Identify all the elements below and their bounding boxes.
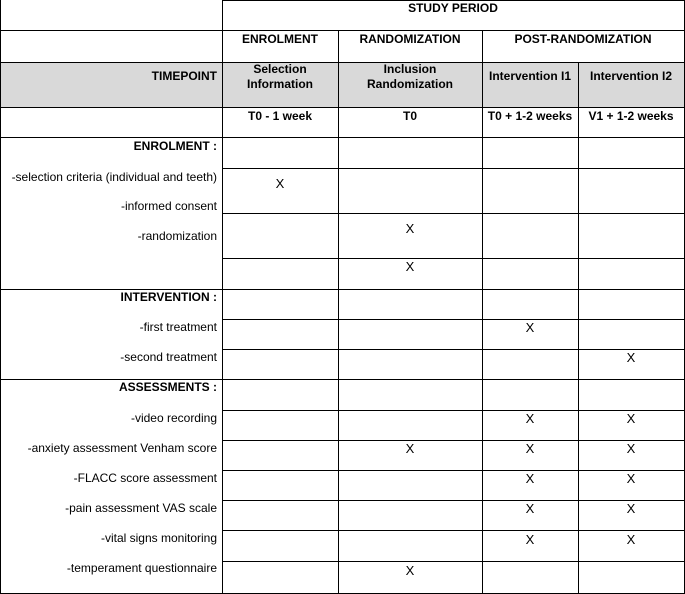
mark-first-treatment-i1: X [525, 320, 535, 335]
mark-video-i2: X [626, 411, 636, 426]
row-vital-signs: -vital signs monitoring [100, 531, 217, 545]
phase-randomization: RANDOMIZATION [359, 32, 461, 46]
timepoint-inclusion: Inclusion [383, 62, 437, 76]
mark-randomization-r1: X [405, 221, 415, 236]
phase-enrolment: ENROLMENT [242, 32, 318, 46]
mark-vital-i1: X [525, 532, 535, 547]
time-col4: V1 + 1-2 weeks [588, 109, 674, 123]
mark-selection-enrolment: X [275, 176, 285, 191]
section-intervention-title: INTERVENTION : [120, 290, 217, 304]
mark-pain-i2: X [626, 501, 636, 516]
mark-anxiety-i1: X [525, 441, 535, 456]
row-first-treatment: -first treatment [139, 320, 217, 334]
row-informed-consent: -informed consent [120, 199, 217, 213]
time-col2: T0 [402, 109, 418, 123]
row-flacc-assessment: -FLACC score assessment [73, 471, 217, 485]
mark-second-treatment-i2: X [626, 350, 636, 365]
row-temperament-questionnaire: -temperament questionnaire [66, 561, 217, 575]
row-randomization: -randomization [137, 229, 217, 243]
timepoint-label: TIMEPOINT [151, 69, 217, 83]
study-period-title: STUDY PERIOD [408, 1, 498, 15]
schedule-marks [276, 176, 636, 578]
timepoint-randomization: Randomization [367, 77, 453, 91]
mark-flacc-i2: X [626, 471, 636, 486]
timepoint-row-shading [0, 62, 685, 107]
time-col3: T0 + 1-2 weeks [487, 109, 573, 123]
timepoint-selection: Selection [253, 62, 307, 76]
timepoint-intervention-i2: Intervention I2 [589, 69, 673, 83]
mark-anxiety-randomization: X [405, 441, 415, 456]
section-assessments-title: ASSESSMENTS : [118, 380, 217, 394]
time-col1: T0 - 1 week [247, 109, 313, 123]
row-second-treatment: -second treatment [120, 350, 217, 364]
timepoint-information: Information [247, 77, 313, 91]
mark-randomization-r2: X [405, 259, 415, 274]
row-anxiety-assessment: -anxiety assessment Venham score [27, 441, 217, 455]
section-enrolment-title: ENROLMENT : [133, 139, 217, 153]
row-selection-criteria: -selection criteria (individual and teeth) [11, 170, 217, 184]
mark-pain-i1: X [525, 501, 535, 516]
mark-vital-i2: X [626, 532, 636, 547]
mark-flacc-i1: X [525, 471, 535, 486]
mark-video-i1: X [525, 411, 535, 426]
timepoint-intervention-i1: Intervention I1 [488, 69, 572, 83]
row-video-recording: -video recording [130, 411, 217, 425]
mark-temperament-randomization: X [405, 563, 415, 578]
mark-anxiety-i2: X [626, 441, 636, 456]
phase-post-randomization: POST-RANDOMIZATION [514, 32, 652, 46]
row-pain-assessment: -pain assessment VAS scale [65, 501, 217, 515]
